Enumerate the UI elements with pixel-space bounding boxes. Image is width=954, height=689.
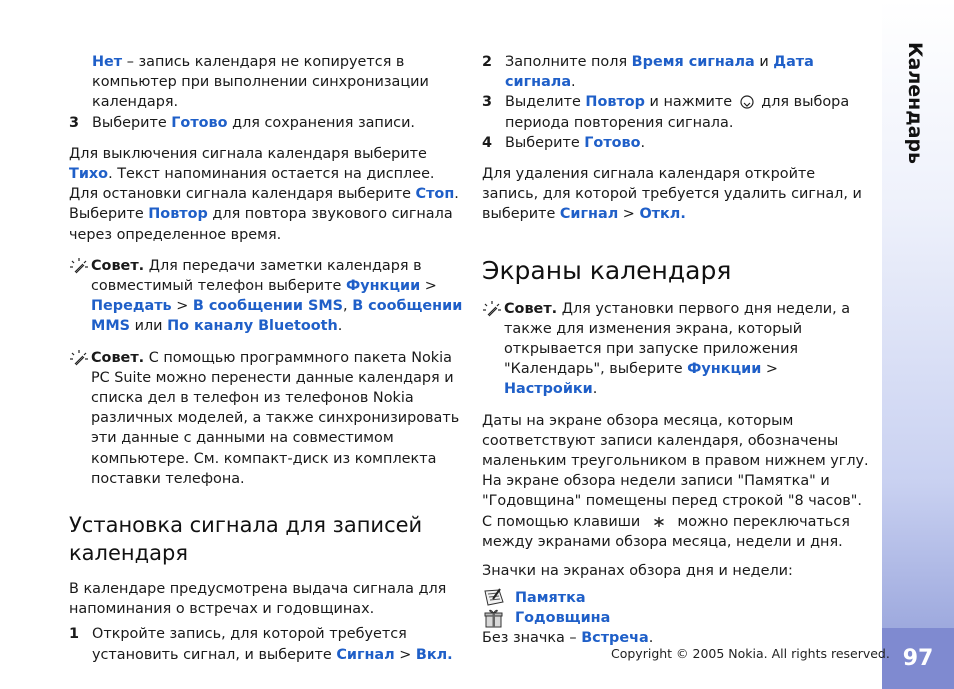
delete-alarm-paragraph: Для удаления сигнала календаря откройте запись, для которой требуется удалить сигнал, и выберите Сигнал > Откл.	[482, 166, 862, 223]
icon-row-anniversary: Годовщина	[482, 608, 870, 628]
step-3-right: 3 Выделите Повтор и нажмите для выбора периода повторения сигнала.	[482, 94, 850, 131]
step-3-left: 3 Выберите Готово для сохранения записи.	[69, 114, 416, 131]
no-icon-line: Без значка – Встреча.	[482, 630, 654, 647]
step-4-right: 4 Выберите Готово.	[482, 134, 646, 151]
month-view-paragraph: Даты на экране обзора месяца, которым соответствуют записи календаря, обозначены маленьким треугольником в правом нижнем углу. На экране обзора недели записи "Памятка" и "Годовщина" помещены перед строкой "8 часов". С помощью клавиши можно переключаться между экранами обзора месяца, недели и дня.	[482, 412, 869, 550]
tip-icon	[482, 300, 502, 318]
right-column	[482, 52, 870, 648]
memo-icon	[482, 588, 506, 608]
option-none-description: Нет – запись календаря не копируется в компьютер при выполнении синхронизации календаря.	[92, 54, 429, 111]
star-key-icon	[645, 514, 673, 530]
tip-icon	[69, 349, 89, 367]
scroll-key-icon	[737, 94, 757, 110]
gift-icon	[482, 608, 506, 628]
step-1-left: 1 Откройте запись, для которой требуется установить сигнал, и выберите Сигнал > Вкл.	[69, 626, 453, 663]
section-heading-views: Экраны календаря	[482, 255, 732, 285]
tip-pc-suite: Совет. С помощью программного пакета Nokia PC Suite можно перенести данные календаря и списка дел в телефон из телефонов Nokia различных моделей, а также синхронизировать эти данные с данными на совместимом компьютере. См. компакт-диск из комплекта поставки телефона.	[69, 348, 464, 489]
left-column	[69, 52, 464, 665]
alarm-off-paragraph: Для выключения сигнала календаря выберите Тихо. Текст напоминания остается на дисплее. Для остановки сигнала календаря выберите Стоп. Выберите Повтор для повтора звукового сигнала через определенное время.	[69, 145, 459, 243]
tip-settings: Совет. Для установки первого дня недели, а также для изменения экрана, который открывается при запуске приложения "Календарь", выберите Функции > Настройки.	[482, 299, 870, 400]
chapter-label: Календарь	[904, 42, 927, 165]
tip-icon	[69, 257, 89, 275]
step-2-right: 2 Заполните поля Время сигнала и Дата сигнала.	[482, 54, 814, 91]
icon-row-memo: Памятка	[482, 588, 870, 608]
section-heading-alarm: Установка сигнала для записей календаря	[69, 513, 423, 566]
icons-intro: Значки на экранах обзора дня и недели:	[482, 563, 793, 580]
page-number: 97	[882, 628, 954, 689]
alarm-intro: В календаре предусмотрена выдача сигнала для напоминания о встречах и годовщинах.	[69, 581, 447, 618]
copyright-footer: Copyright © 2005 Nokia. All rights reserved.	[611, 646, 890, 661]
tip-send-note: Совет. Для передачи заметки календаря в совместимый телефон выберите Функции > Передать > В сообщении SMS, В сообщении MMS или По каналу Bluetooth.	[69, 256, 464, 337]
